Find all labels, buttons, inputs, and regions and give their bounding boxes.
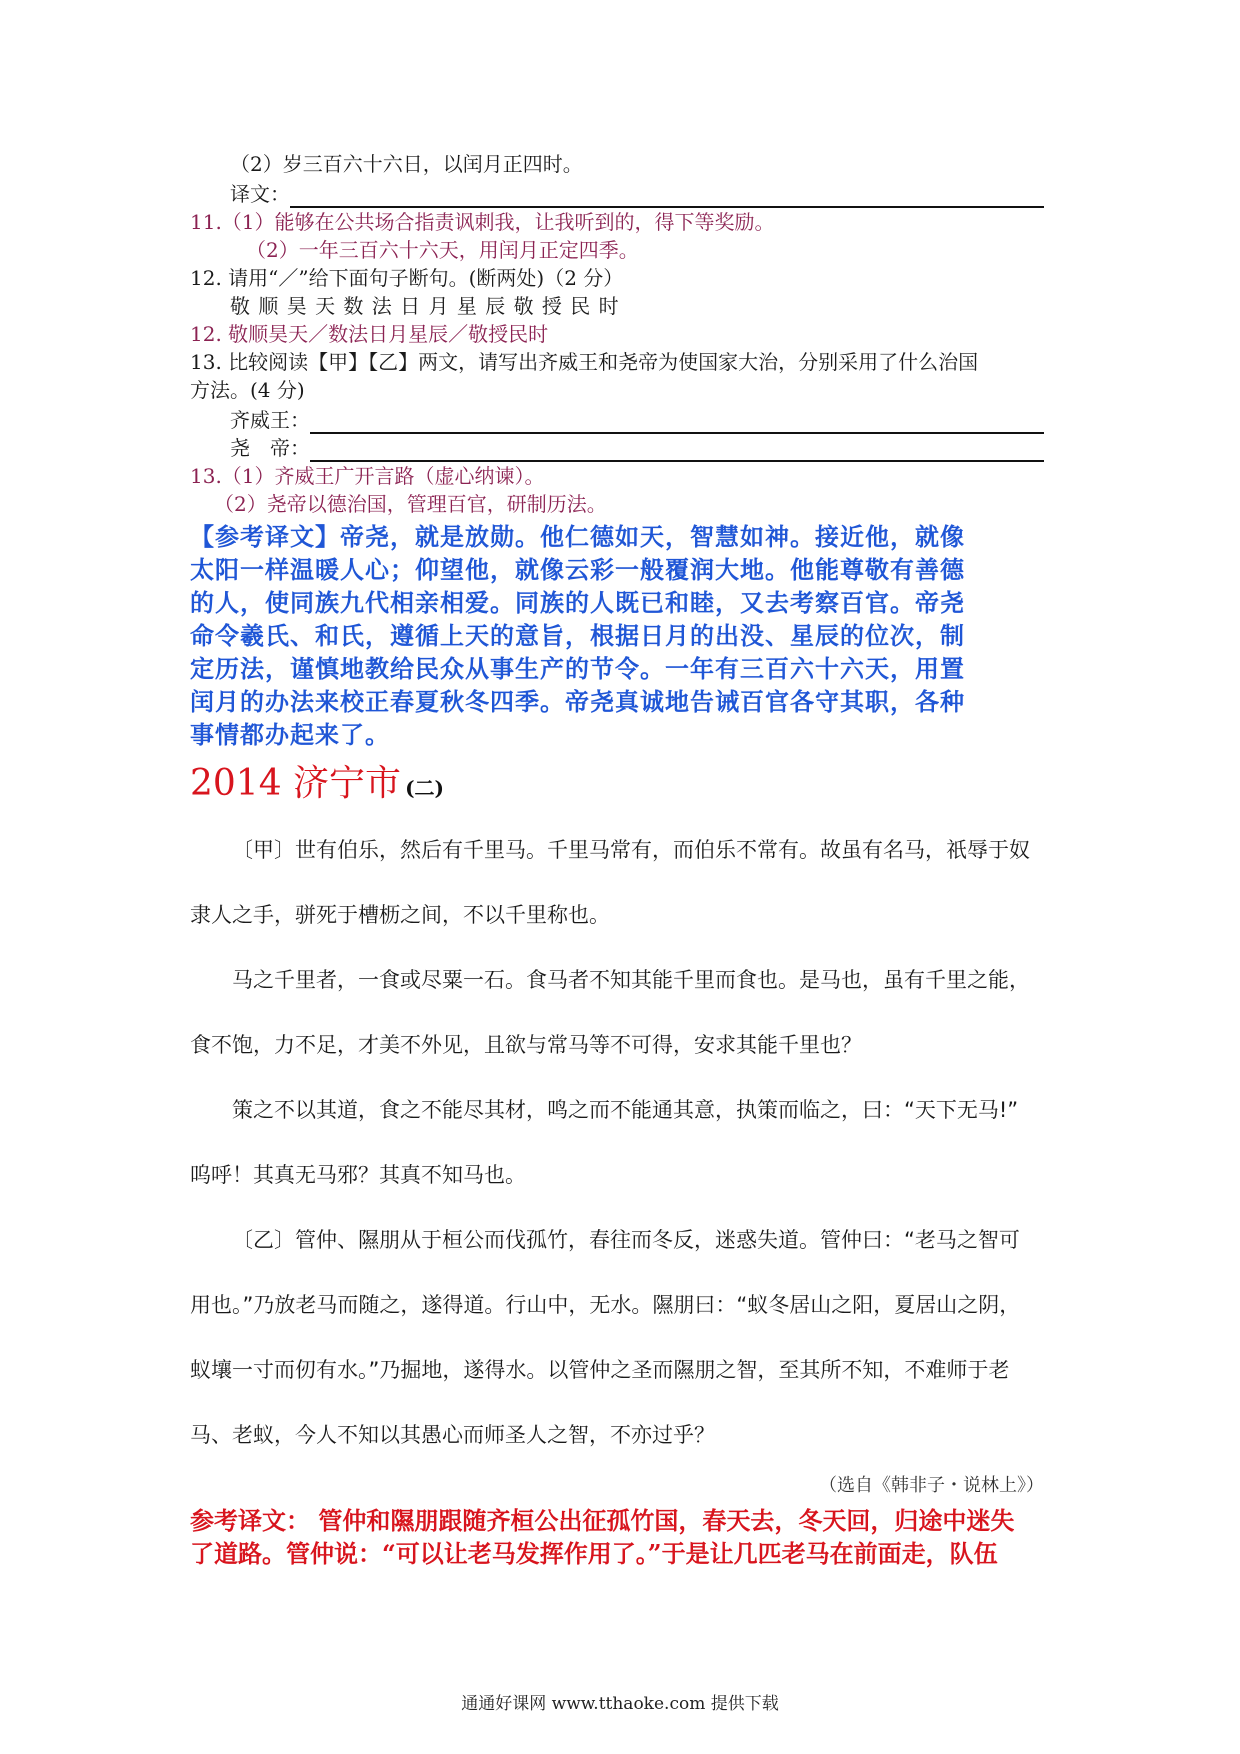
q13-prompt-line-2: 方法。(4 分) — [190, 378, 305, 402]
ref-translation-line: 【参考译文】帝尧，就是放勋。他仁德如天，智慧如神。接近他，就像 — [190, 522, 965, 551]
passage-yi-line: 用也。”乃放老马而随之，遂得道。行山中，无水。隰朋曰：“蚁冬居山之阳，夏居山之阴， — [190, 1293, 1021, 1317]
translation-answer-row — [230, 180, 1044, 208]
q13-qi-answer-line — [310, 412, 1044, 434]
reference-translation-red — [190, 1504, 1060, 1570]
q12-prompt: 12. 请用“／”给下面句子断句。(断两处)（2 分） — [190, 266, 624, 290]
passage-yi-line: 〔乙〕管仲、隰朋从于桓公而伐孤竹，春往而冬反，迷惑失道。管仲曰：“老马之智可 — [232, 1228, 1020, 1252]
passage-yi-line: 蚁壤一寸而仞有水。”乃掘地，遂得水。以管仲之圣而隰朋之智，至其所不知，不难师于老 — [190, 1358, 1010, 1382]
q12-answer: 12. 敬顺昊天／数法日月星辰／敬授民时 — [190, 322, 549, 346]
q13-prompt-line-1: 13. 比较阅读【甲】【乙】两文，请写出齐威王和尧帝为使国家大治，分别采用了什么治国 — [190, 350, 979, 374]
translation-answer-line — [290, 186, 1044, 208]
q13-yao-answer-line — [310, 440, 1044, 462]
ref-translation-line: 定历法，谨慎地教给民众从事生产的节令。一年有三百六十六天，用置 — [190, 654, 965, 683]
passage-source: （选自《韩非子・说林上》） — [819, 1475, 1044, 1496]
section-title — [190, 762, 444, 810]
passage-jia-line: 呜呼！其真无马邪？其真不知马也。 — [190, 1163, 526, 1187]
ref-translation-line: 闰月的办法来校正春夏秋冬四季。帝尧真诚地告诫百官各守其职，各种 — [190, 687, 965, 716]
ref-translation-line: 太阳一样温暖人心；仰望他，就像云彩一般覆润大地。他能尊敬有善德 — [190, 555, 965, 584]
passage-jia-line: 策之不以其道，食之不能尽其材，鸣之而不能通其意，执策而临之，曰：“天下无马!” — [232, 1098, 1019, 1122]
q11-answer-1: 11.（1）能够在公共场合指责讽刺我，让我听到的，得下等奖励。 — [190, 210, 775, 234]
passage-jia-line: 〔甲〕世有伯乐，然后有千里马。千里马常有，而伯乐不常有。故虽有名马，祇辱于奴 — [232, 838, 1030, 862]
translation-label: 译文： — [230, 182, 290, 206]
ref-translation-line: 命令羲氏、和氏，遵循上天的意旨，根据日月的出没、星辰的位次，制 — [190, 621, 965, 650]
q13-answer-2: （2）尧帝以德治国，管理百官，研制历法。 — [214, 492, 607, 516]
ref-translation-line: 事情都办起来了。 — [190, 720, 390, 749]
q13-yao-answer-row — [230, 434, 1044, 462]
q11-answer-2: （2）一年三百六十六天，用闰月正定四季。 — [246, 238, 639, 262]
ref-translation-line: 参考译文： 管仲和隰朋跟随齐桓公出征孤竹国，春天去，冬天回，归途中迷失 — [190, 1506, 1015, 1535]
passage-jia-line: 食不饱，力不足，才美不外见，且欲与常马等不可得，安求其能千里也？ — [190, 1033, 862, 1057]
section-title-text: 2014 济宁市 — [190, 763, 402, 804]
q13-answer-1: 13.（1）齐威王广开言路（虚心纳谏）。 — [190, 464, 545, 488]
ref-translation-line: 了道路。管仲说：“可以让老马发挥作用了。”于是让几匹老马在前面走，队伍 — [190, 1539, 998, 1568]
q12-sentence: 敬 顺 昊 天 数 法 日 月 星 辰 敬 授 民 时 — [230, 294, 620, 318]
ref-translation-line: 的人，使同族九代相亲相爱。同族的人既已和睦，又去考察百官。帝尧 — [190, 588, 965, 617]
passage-jia-line: 隶人之手，骈死于槽枥之间，不以千里称也。 — [190, 903, 610, 927]
section-subtitle: (二) — [405, 776, 444, 800]
q13-yao-label: 尧 帝： — [230, 436, 310, 460]
passage-yi-line: 马、老蚁，今人不知以其愚心而师圣人之智，不亦过乎？ — [190, 1423, 715, 1447]
passage-jia-line: 马之千里者，一食或尽粟一石。食马者不知其能千里而食也。是马也，虽有千里之能， — [232, 968, 1030, 992]
reference-translation-blue — [190, 520, 1060, 751]
q13-qi-label: 齐威王： — [230, 408, 310, 432]
page-footer: 通通好课网 www.tthaoke.com 提供下载 — [461, 1694, 779, 1714]
q11-part2-prompt: （2）岁三百六十六日，以闰月正四时。 — [230, 152, 583, 176]
q13-qi-answer-row — [230, 406, 1044, 434]
